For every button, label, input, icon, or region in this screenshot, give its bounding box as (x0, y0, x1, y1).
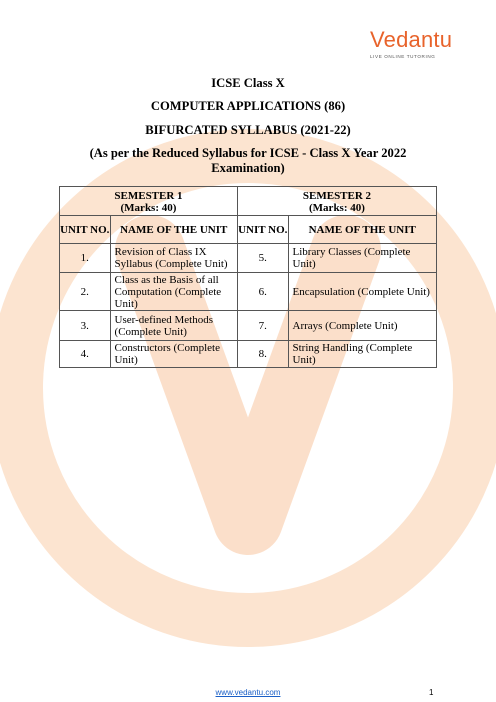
unit-number: 4. (60, 341, 111, 368)
col-header-unit-name-1: NAME OF THE UNIT (110, 216, 237, 244)
unit-number: 1. (60, 244, 111, 273)
unit-number: 8. (237, 341, 288, 368)
vedantu-logo (370, 28, 478, 62)
unit-name: Arrays (Complete Unit) (288, 311, 437, 341)
col-header-unit-name-2: NAME OF THE UNIT (288, 216, 437, 244)
page-number: 1 (429, 688, 434, 697)
unit-name: Class as the Basis of all Computation (Complete Unit) (110, 273, 237, 311)
unit-name: Revision of Class IX Syllabus (Complete Unit) (110, 244, 237, 273)
title-subject: COMPUTER APPLICATIONS (86) (150, 99, 346, 113)
semester-2-title: SEMESTER 2 (302, 189, 372, 202)
semester-1-title: SEMESTER 1 (114, 189, 183, 202)
unit-number: 5. (237, 244, 288, 273)
unit-name: String Handling (Complete Unit) (288, 341, 437, 368)
col-header-unit-no-2: UNIT NO. (237, 216, 288, 244)
table-row (60, 311, 437, 341)
unit-name: Encapsulation (Complete Unit) (288, 273, 437, 311)
table-row (60, 244, 437, 273)
title-class: ICSE Class X (211, 76, 285, 90)
col-header-unit-no-1: UNIT NO. (60, 216, 111, 244)
semester-1-marks: (Marks: 40) (120, 201, 177, 214)
unit-name: Constructors (Complete Unit) (110, 341, 237, 368)
unit-number: 7. (237, 311, 288, 341)
unit-name: Library Classes (Complete Unit) (288, 244, 437, 273)
title-syllabus: BIFURCATED SYLLABUS (2021-22) (145, 123, 351, 137)
table-row (60, 273, 437, 311)
table-row (60, 341, 437, 368)
syllabus-table (59, 186, 437, 368)
unit-number: 2. (60, 273, 111, 311)
semester-2-marks: (Marks: 40) (309, 201, 365, 214)
semester-2-header (237, 187, 436, 216)
semester-1-header (60, 187, 238, 216)
title-note: (As per the Reduced Syllabus for ICSE - Class X Year 2022 Examination) (89, 146, 407, 175)
unit-number: 3. (60, 311, 111, 341)
footer-website-link[interactable]: www.vedantu.com (215, 688, 281, 697)
logo-tagline: LIVE ONLINE TUTORING (370, 54, 436, 59)
unit-name: User-defined Methods (Complete Unit) (110, 311, 237, 341)
unit-number: 6. (237, 273, 288, 311)
logo-brand: Vedantu (370, 27, 453, 52)
